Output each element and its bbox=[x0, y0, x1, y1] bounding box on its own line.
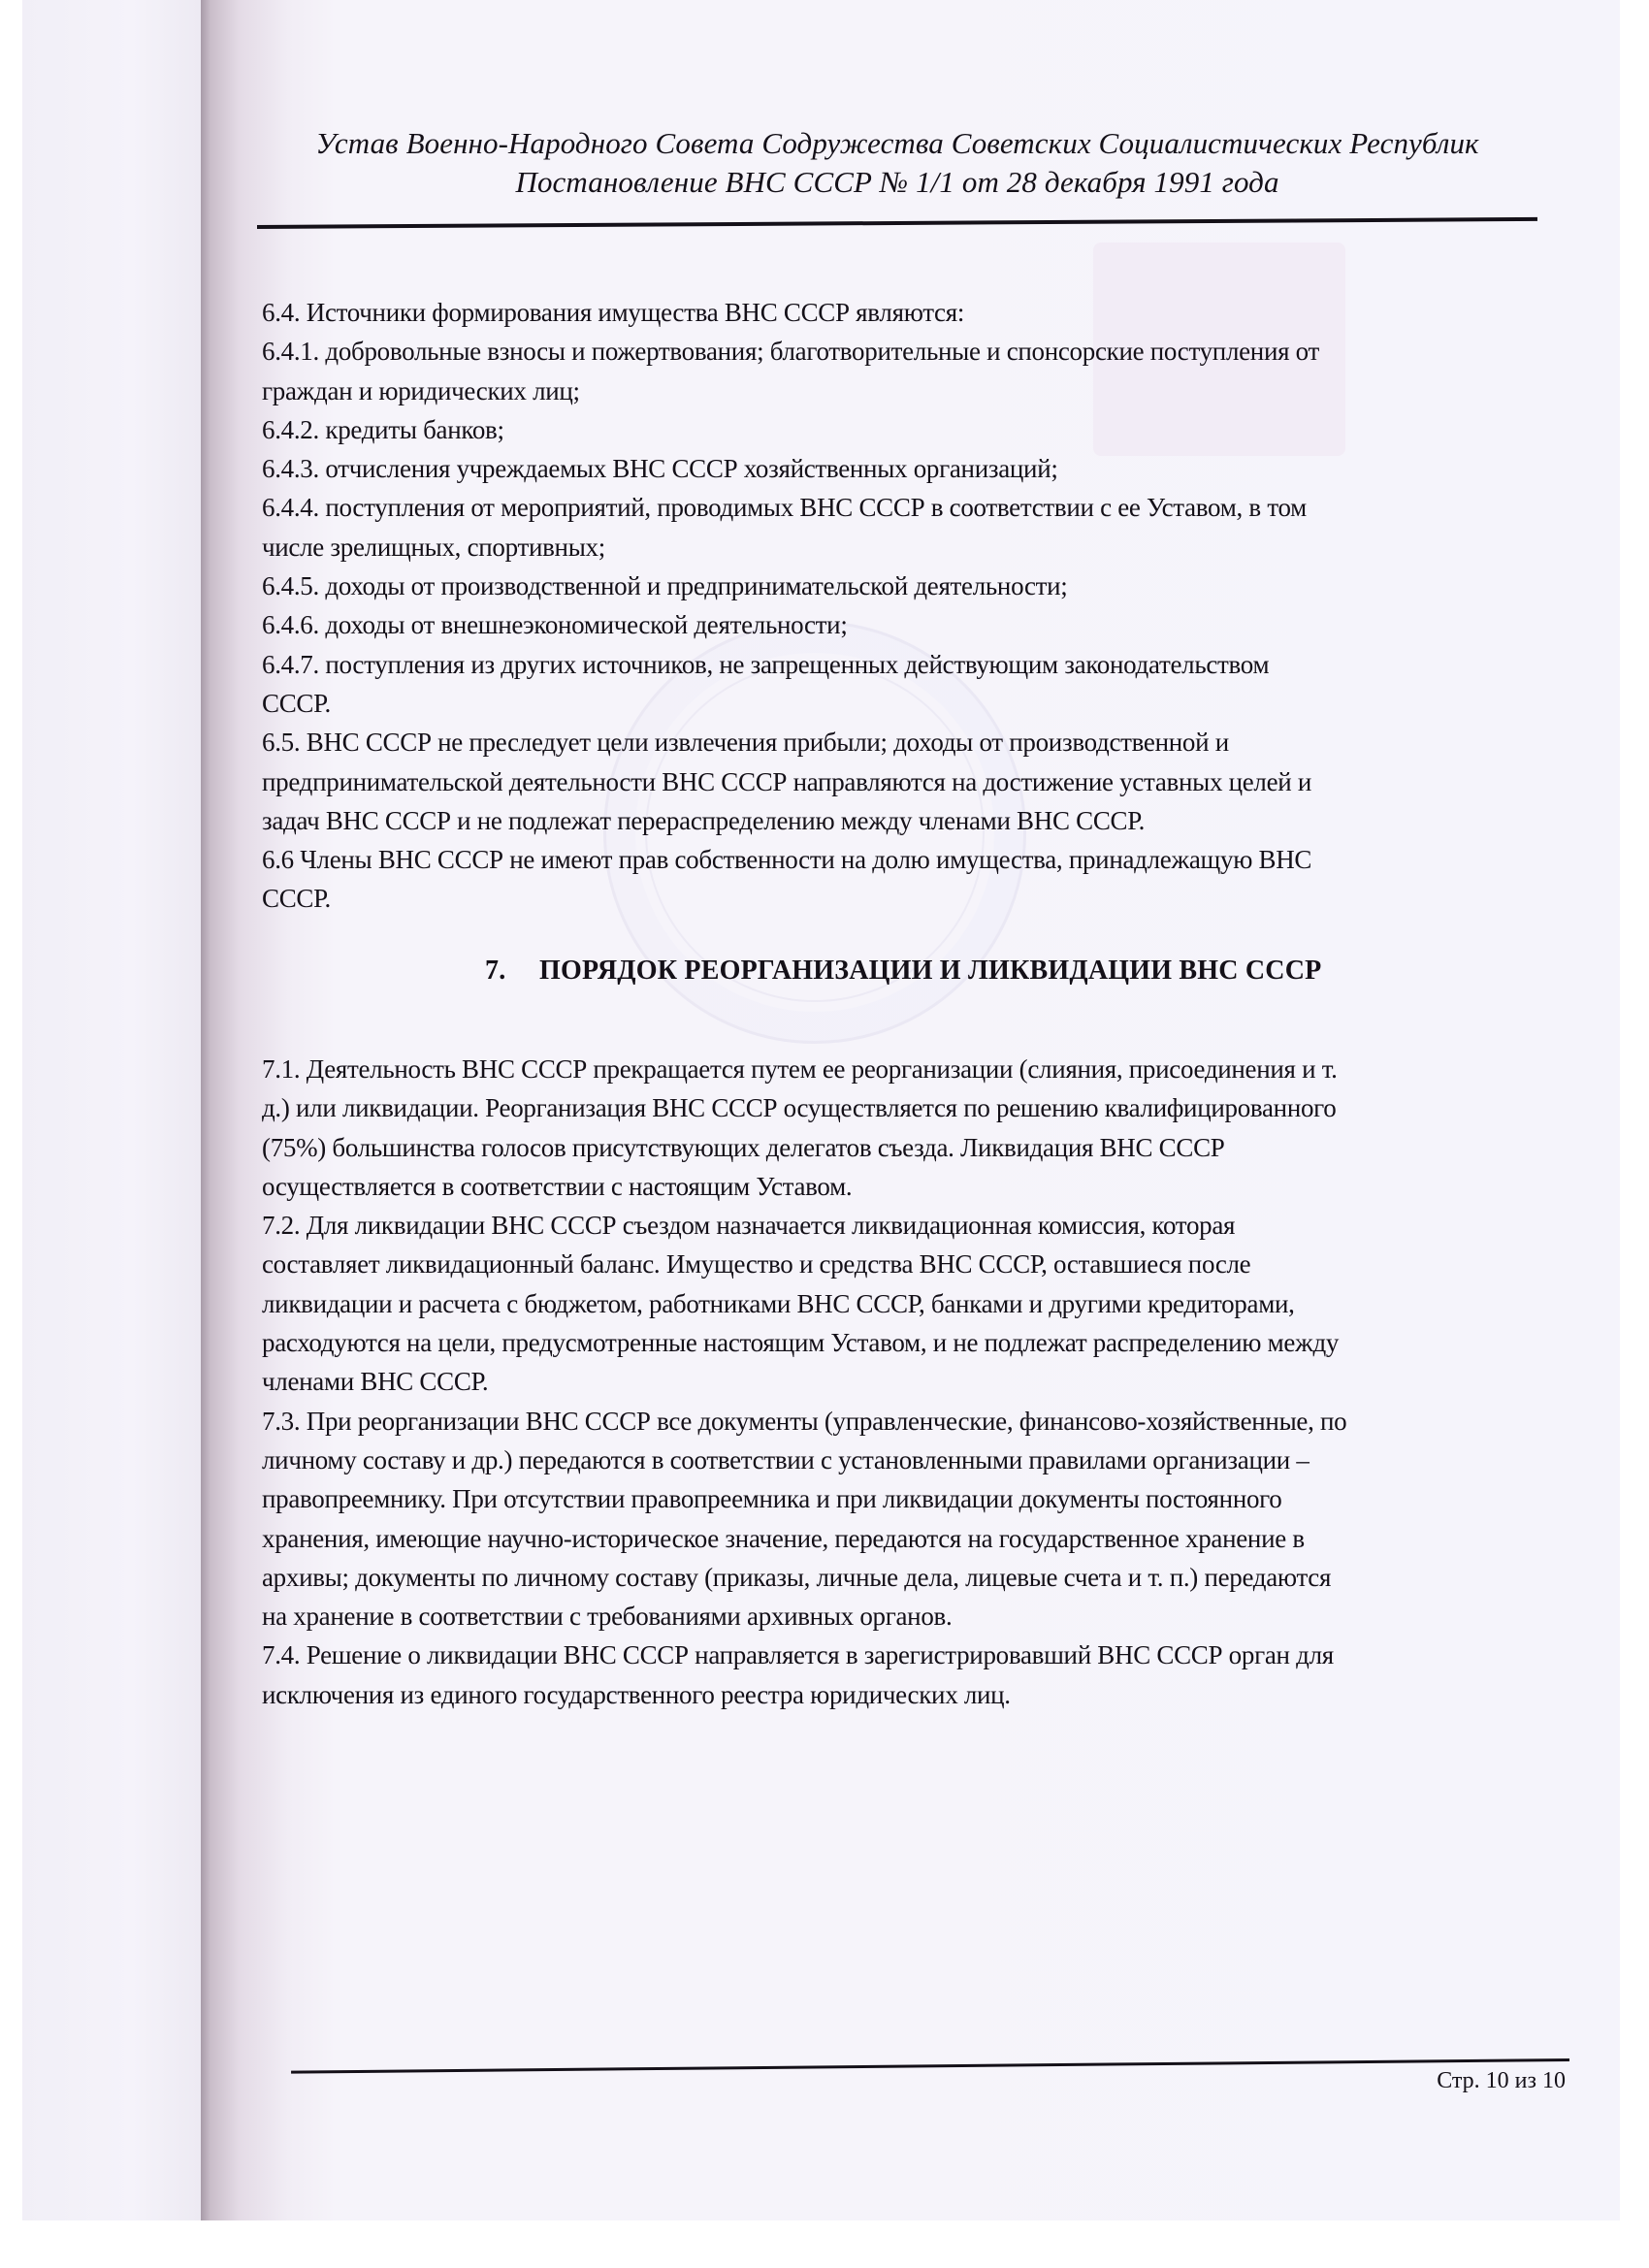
text-line: 6.6 Члены ВНС СССР не имеют прав собственности на долю имущества, принадлежащую ВНС bbox=[262, 845, 1312, 875]
text-line: граждан и юридических лиц; bbox=[262, 375, 580, 405]
text-line: ликвидации и расчета с бюджетом, работниками ВНС СССР, банками и другими кредиторами, bbox=[262, 1288, 1295, 1318]
text-line: д.) или ликвидации. Реорганизация ВНС СССР осуществляется по решению квалифицированного bbox=[262, 1093, 1337, 1123]
text-line: 6.4.7. поступления из других источников, не запрещенных действующим законодательством bbox=[262, 649, 1270, 679]
section-7-text bbox=[262, 1050, 1562, 1714]
text-line: 7.1. Деятельность ВНС СССР прекращается путем ее реорганизации (слияния, присоединения и т. bbox=[262, 1054, 1338, 1084]
text-line: архивы; документы по личному составу (приказы, личные дела, лицевые счета и т. п.) передаются bbox=[262, 1562, 1332, 1592]
text-line: 6.5. ВНС СССР не преследует цели извлечения прибыли; доходы от производственной и bbox=[262, 728, 1229, 758]
previous-page-edge bbox=[22, 0, 207, 2220]
text-line: задач ВНС СССР и не подлежат перераспределению между членами ВНС СССР. bbox=[262, 805, 1146, 835]
text-line: расходуются на цели, предусмотренные настоящим Уставом, и не подлежат распределению между bbox=[262, 1328, 1340, 1358]
text-line: 6.4.3. отчисления учреждаемых ВНС СССР хозяйственных организаций; bbox=[262, 454, 1058, 484]
section-title: ПОРЯДОК РЕОРГАНИЗАЦИИ И ЛИКВИДАЦИИ ВНС СССР bbox=[539, 956, 1322, 986]
text-line: 7.4. Решение о ликвидации ВНС СССР направляется в зарегистрировавший ВНС СССР орган для bbox=[262, 1640, 1334, 1670]
text-line: правопреемнику. При отсутствии правопреемника и при ликвидации документы постоянного bbox=[262, 1484, 1282, 1514]
text-line: хранения, имеющие научно-историческое значение, передаются на государственное хранение в bbox=[262, 1523, 1305, 1553]
text-line: 6.4. Источники формирования имущества ВНС СССР являются: bbox=[262, 298, 965, 327]
text-line: составляет ликвидационный баланс. Имущество и средства ВНС СССР, оставшиеся после bbox=[262, 1249, 1251, 1280]
page-number: Стр. 10 из 10 bbox=[1437, 2068, 1566, 2093]
text-line: исключения из единого государственного реестра юридических лиц. bbox=[262, 1679, 1011, 1709]
text-line: осуществляется в соответствии с настоящим Уставом. bbox=[262, 1171, 853, 1201]
text-line: СССР. bbox=[262, 884, 331, 914]
text-line: числе зрелищных, спортивных; bbox=[262, 532, 605, 562]
header-title: Устав Военно-Народного Совета Содружества Советских Социалистических Республик bbox=[315, 126, 1479, 160]
text-line: (75%) большинства голосов присутствующих делегатов съезда. Ликвидация ВНС СССР bbox=[262, 1132, 1225, 1162]
section-number: 7. bbox=[485, 956, 506, 986]
section-7-heading bbox=[485, 956, 1321, 987]
text-line: предпринимательской деятельности ВНС СССР направляются на достижение уставных целей и bbox=[262, 766, 1312, 796]
text-line: 6.4.2. кредиты банков; bbox=[262, 414, 504, 444]
text-line: 7.2. Для ликвидации ВНС СССР съездом назначается ликвидационная комиссия, которая bbox=[262, 1211, 1236, 1241]
text-line: 6.4.5. доходы от производственной и предпринимательской деятельности; bbox=[262, 571, 1068, 601]
document-header bbox=[252, 124, 1542, 202]
text-line: 6.4.6. доходы от внешнеэкономической деятельности; bbox=[262, 610, 848, 640]
section-6-text bbox=[262, 293, 1562, 919]
text-line: личному составу и др.) передаются в соответствии с установленными правилами организации – bbox=[262, 1444, 1310, 1474]
text-line: 7.3. При реорганизации ВНС СССР все документы (управленческие, финансово-хозяйственные, по bbox=[262, 1406, 1347, 1436]
header-subtitle: Постановление ВНС СССР № 1/1 от 28 декабря 1991 года bbox=[515, 165, 1279, 199]
text-line: членами ВНС СССР. bbox=[262, 1367, 489, 1397]
text-line: 6.4.1. добровольные взносы и пожертвования; благотворительные и спонсорские поступления от bbox=[262, 337, 1320, 367]
text-line: СССР. bbox=[262, 688, 331, 718]
text-line: 6.4.4. поступления от мероприятий, проводимых ВНС СССР в соответствии с ее Уставом, в том bbox=[262, 493, 1307, 523]
text-line: на хранение в соответствии с требованиями архивных органов. bbox=[262, 1602, 953, 1632]
